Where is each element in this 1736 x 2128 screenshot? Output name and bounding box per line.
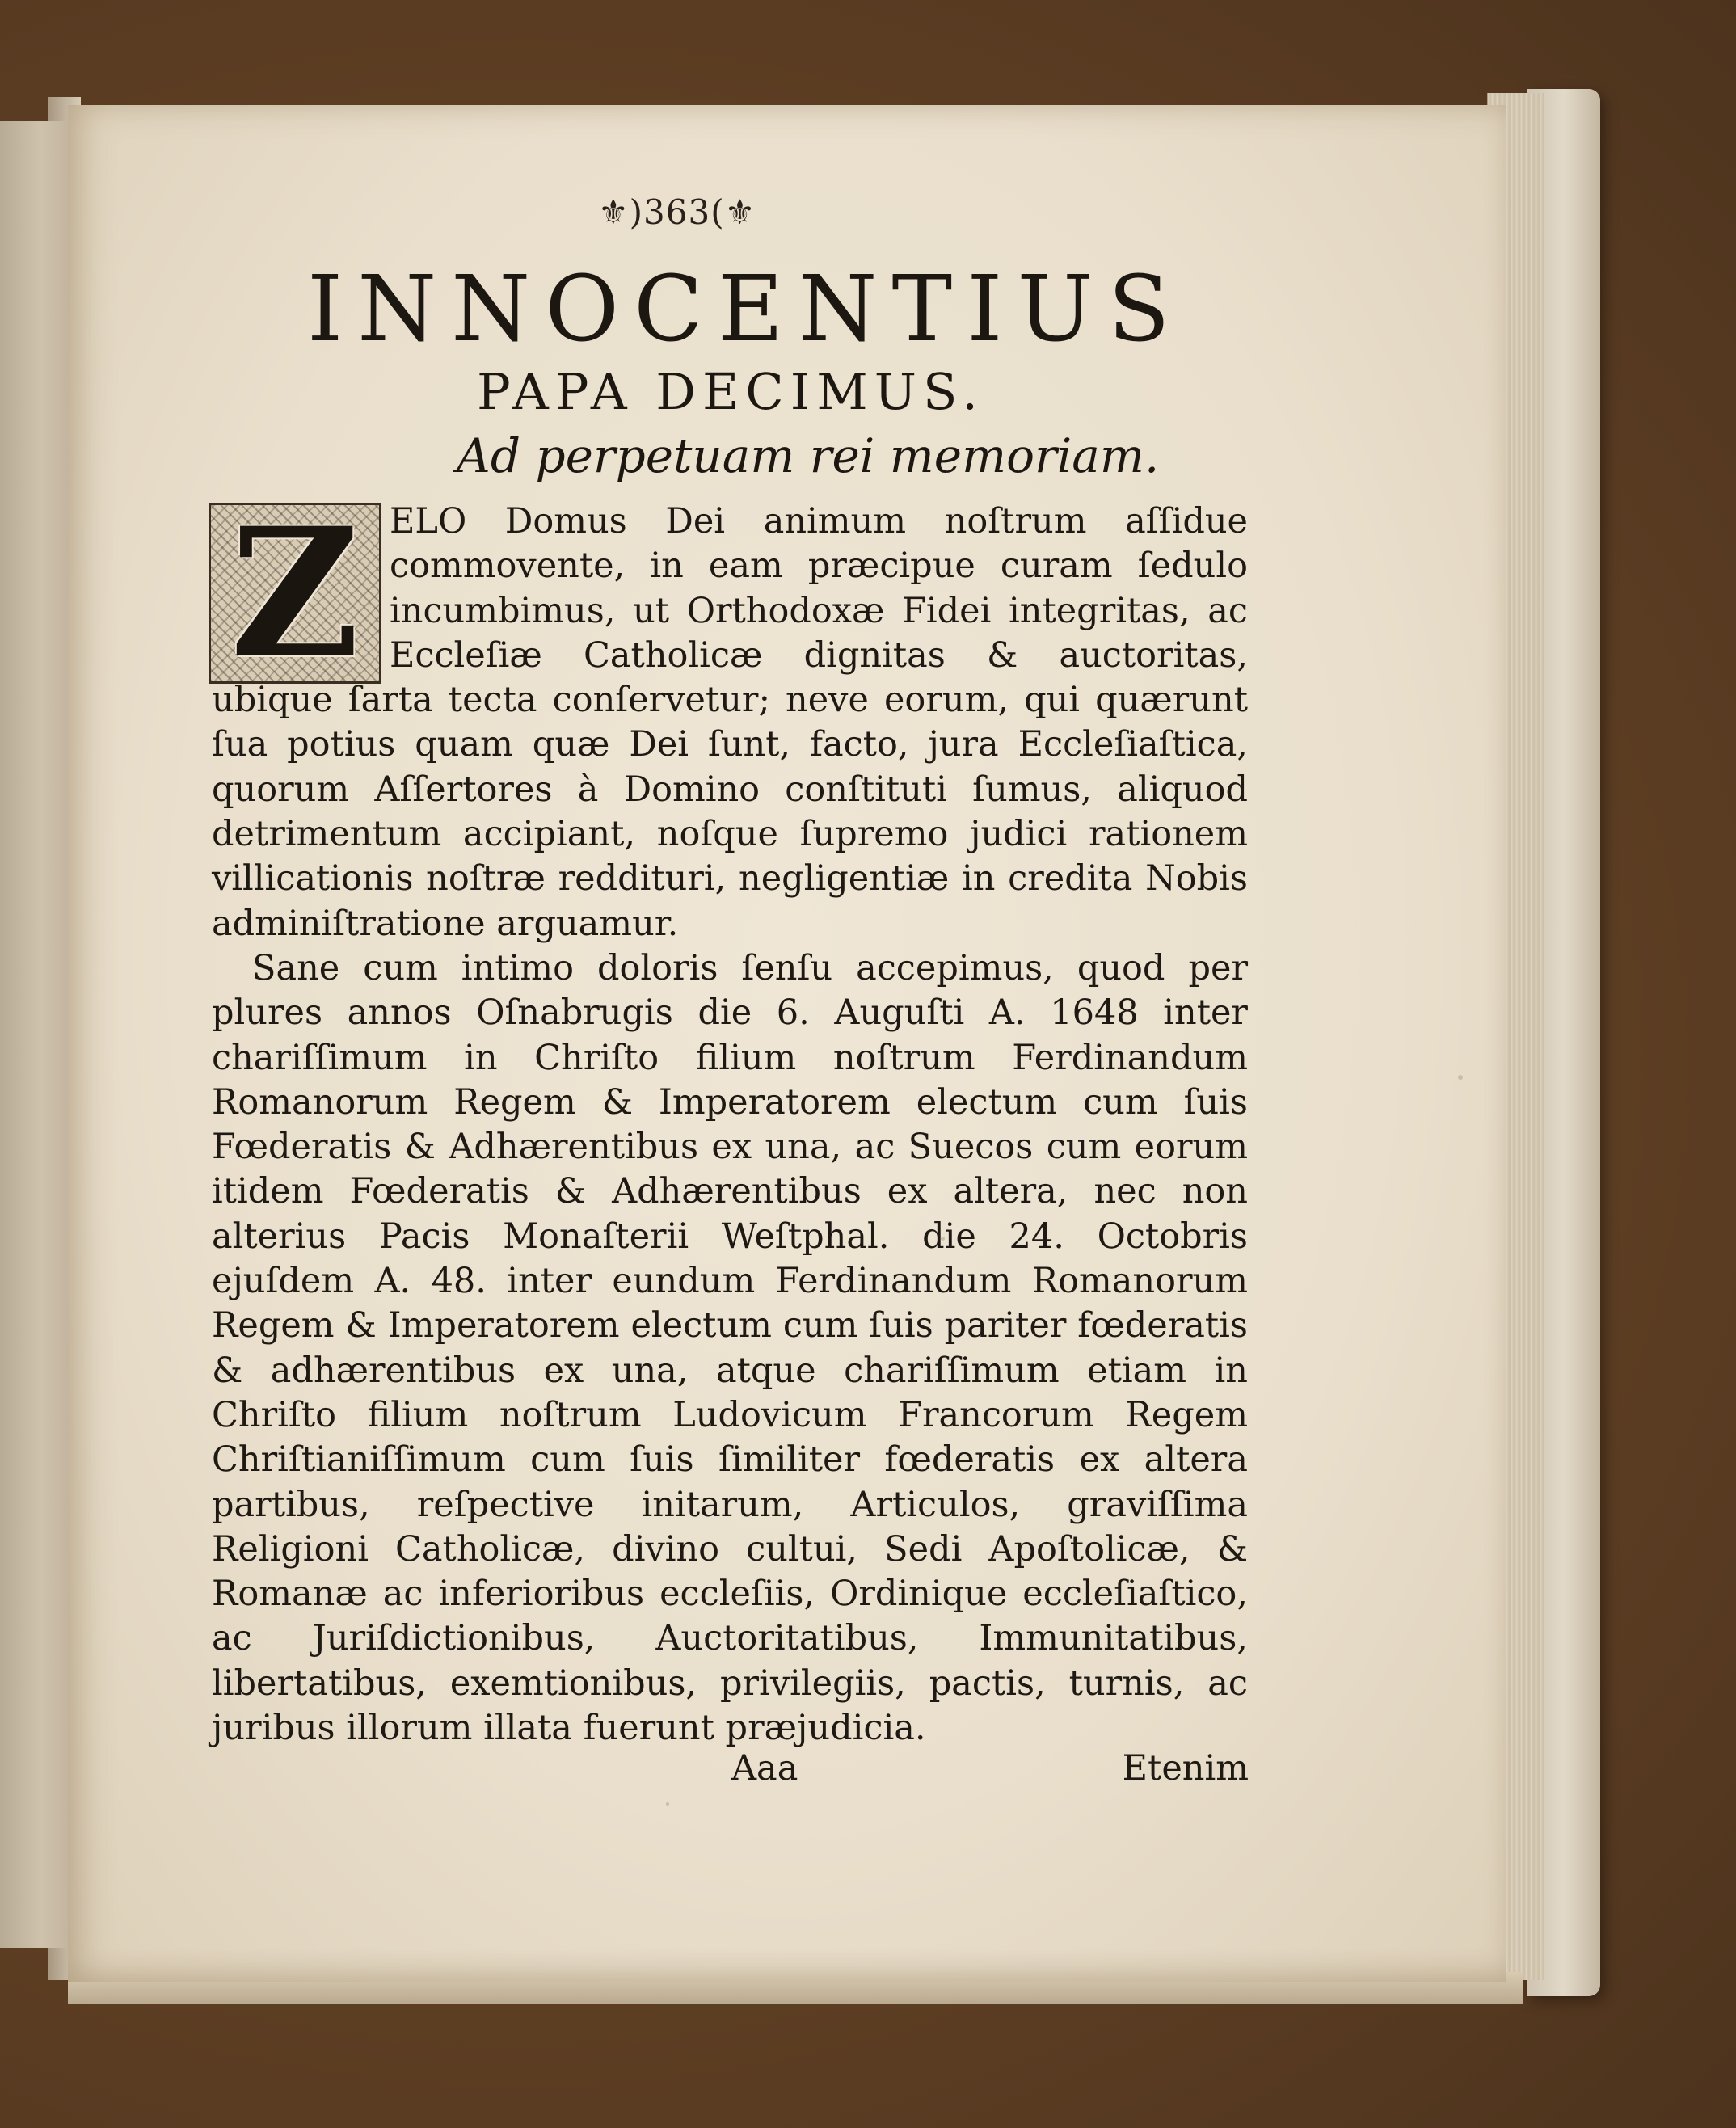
motto: Ad perpetuam rei memoriam.	[457, 428, 1160, 483]
initial-spacer	[212, 499, 385, 676]
left-page	[0, 121, 70, 1948]
running-head: ⚜)363(⚜	[598, 192, 756, 232]
paper-spot	[666, 1802, 669, 1806]
paragraph-1: ELO Domus Dei animum noſtrum aſſidue commovente, in eam præcipue curam ſedulo incumbimus, ut Orthodoxæ Fidei integritas, ac Eccleſiæ Catholicæ dignitas & auctoritas, ubique ſarta tecta conſervetur; neve eorum, qui quærunt ſua potius quam quæ Dei ſunt, facto, jura Eccleſiaſtica, quorum Aſſertores à Domino conſtituti ſumus, aliquod detrimentum accipiant, noſque ſupremo judici rationem villicationis noſtræ reddituri, negligentiæ in credita Nobis adminiſtratione arguamur.	[212, 501, 1248, 944]
paragraph-2: Sane cum intimo doloris ſenſu accepimus, quod per plures annos Oſnabrugis die 6. Auguſti A. 1648 inter chariſſimum in Chriſto filium noſtrum Ferdinandum Romanorum Regem & Imperatorem electum cum ſuis Fœderatis & Adhærentibus ex una, ac Suecos cum eorum itidem Fœderatis & Adhærentibus ex altera, nec non alterius Pacis Monaſterii Weſtphal. die 24. Octobris ejuſdem A. 48. inter eundum Ferdinandum Romanorum Regem & Imperatorem electum cum ſuis pariter fœderatis & adhærentibus ex una, atque chariſſimum etiam in Chriſto filium noſtrum Ludovicum Francorum Regem Chriſtianiſſimum cum ſuis ſimiliter fœderatis ex altera partibus, reſpective initarum, Articulos, graviſſima Religioni Catholicæ, divino cultui, Sedi Apoſtolicæ, & Romanæ ac inferioribus eccleſiis, Ordinique eccleſiaſtico, ac Juriſdictionibus, Auctoritatibus, Immunitatibus, libertatibus, exemtionibus, privilegiis, pactis, turnis, ac juribus illorum illata fuerunt præjudicia.	[212, 947, 1248, 1749]
signature-mark: Aaa	[731, 1748, 798, 1789]
page-title: INNOCENTIUS	[307, 257, 1185, 362]
catchword: Etenim	[1122, 1748, 1249, 1789]
page-subtitle: PAPA DECIMUS.	[477, 362, 984, 421]
initial-letter: Z	[230, 503, 360, 684]
body-text	[212, 499, 1248, 1751]
paper-spot	[1458, 1075, 1463, 1080]
